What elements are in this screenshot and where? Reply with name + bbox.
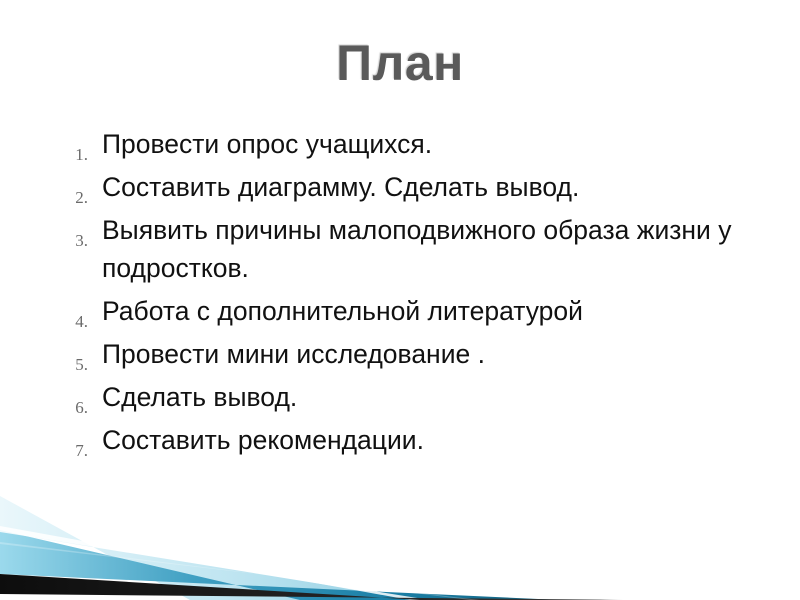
list-item-label: Работа с дополнительной литературой (102, 295, 583, 326)
list-item-label: Провести опрос учащихся. (102, 129, 433, 159)
list-item-label: Выявить причины малоподвижного образа жизни у подростков. (102, 215, 732, 283)
list-item (44, 169, 760, 207)
list-item (44, 336, 760, 374)
list-item-marker: 1. (75, 145, 88, 164)
list-item (44, 379, 760, 417)
list-item-label: Провести мини исследование . (102, 338, 485, 369)
bottom-angled-ribbon (0, 470, 800, 600)
list-item-marker: 3. (75, 231, 88, 250)
list-item (44, 126, 760, 164)
list-item-marker: 5. (75, 354, 88, 374)
plan-list (44, 126, 760, 465)
page-title: План (336, 35, 464, 91)
list-item-label: Сделать вывод. (102, 381, 298, 412)
list-item (44, 293, 760, 331)
list-item-marker: 7. (75, 440, 88, 460)
list-item-label: Составить диаграмму. Сделать вывод. (102, 172, 580, 202)
list-item-marker: 2. (75, 188, 88, 207)
list-item-marker: 6. (75, 397, 88, 417)
list-item-label: Составить рекомендации. (102, 424, 424, 455)
list-item (44, 422, 760, 460)
list-item-marker: 4. (75, 311, 88, 331)
ribbon-graphic (0, 470, 800, 600)
list-item (44, 212, 760, 287)
